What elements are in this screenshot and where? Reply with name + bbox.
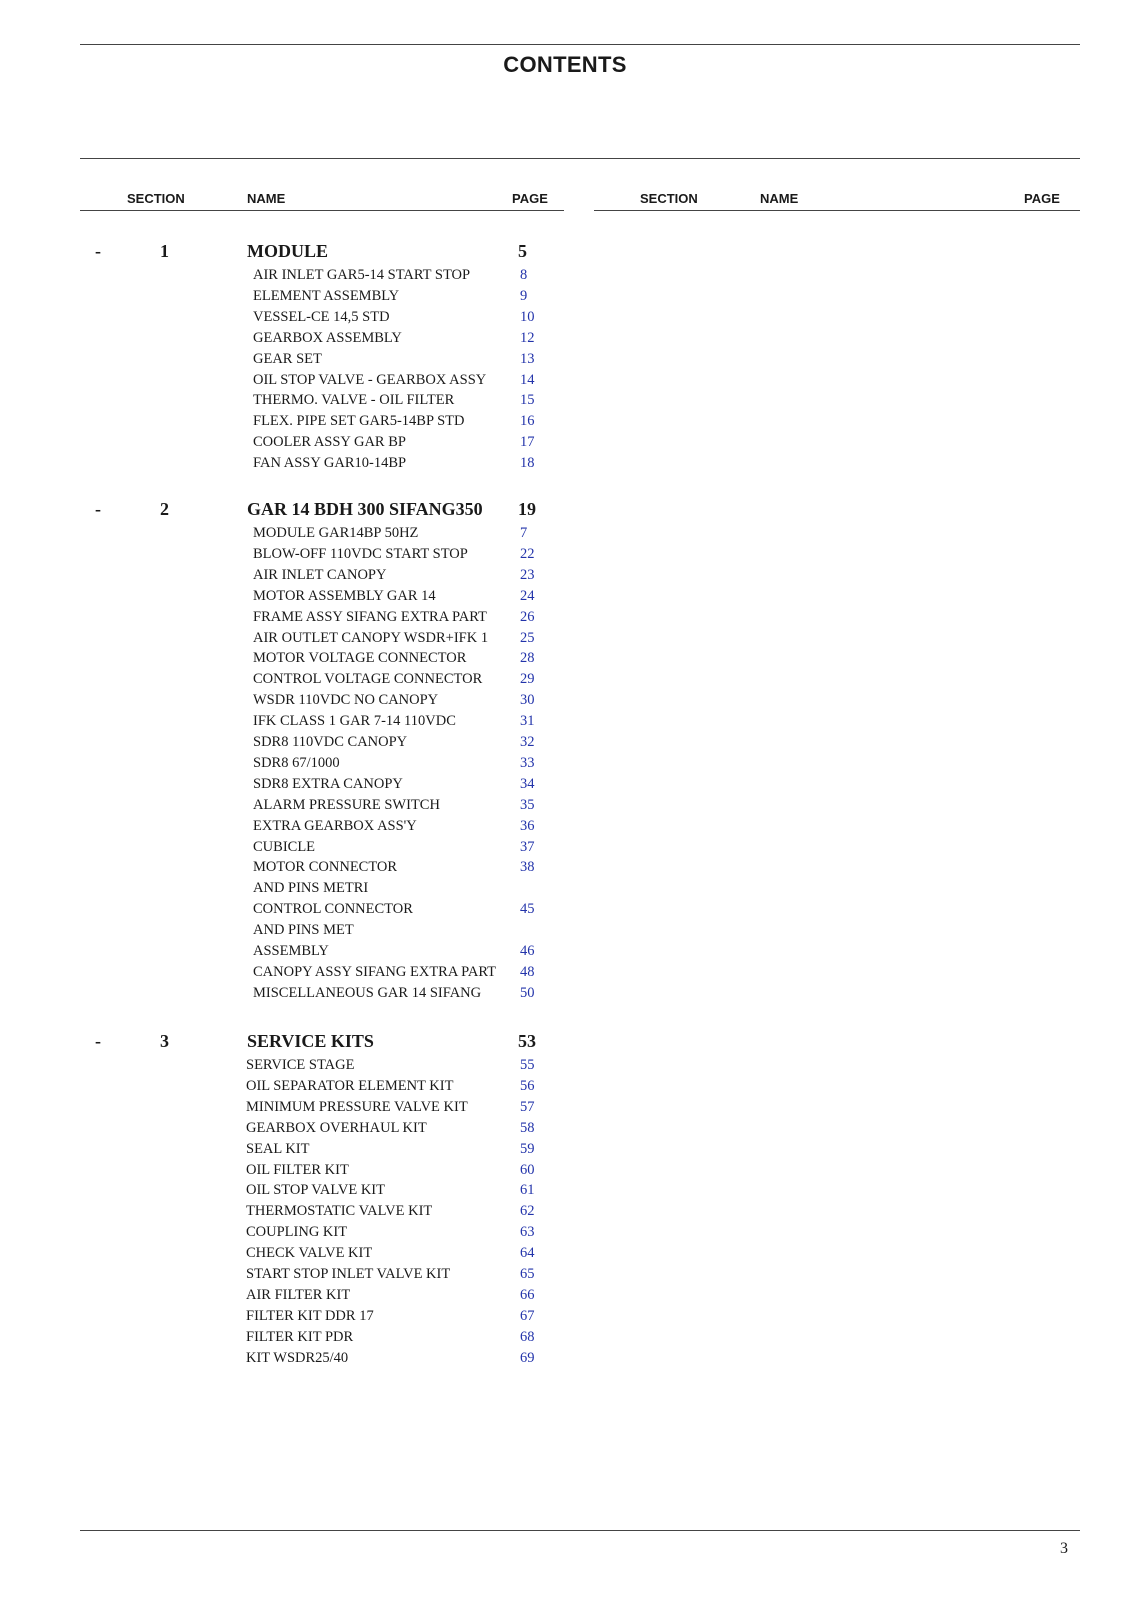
toc-item-page[interactable]: 64 xyxy=(520,1245,535,1262)
toc-item-page[interactable]: 34 xyxy=(520,775,535,792)
section-name: MODULE xyxy=(247,241,328,261)
toc-item-name: COUPLING KIT xyxy=(246,1224,348,1241)
toc-item-name: OIL STOP VALVE - GEARBOX ASSY xyxy=(253,371,487,388)
toc-item-page[interactable]: 59 xyxy=(520,1140,535,1157)
toc-item-page[interactable]: 69 xyxy=(520,1349,535,1366)
toc-item-page[interactable]: 36 xyxy=(520,817,535,834)
toc-item xyxy=(0,838,1130,859)
toc-item xyxy=(0,391,1130,412)
toc-item-name: SEAL KIT xyxy=(246,1140,310,1157)
toc-item xyxy=(0,921,1130,942)
toc-item-name: START STOP INLET VALVE KIT xyxy=(246,1266,451,1282)
toc-item xyxy=(0,1056,1130,1077)
page-title: CONTENTS xyxy=(503,52,627,77)
section-page: 53 xyxy=(518,1031,536,1051)
toc-item-name: MOTOR ASSEMBLY GAR 14 xyxy=(253,587,436,604)
toc-item xyxy=(0,371,1130,392)
toc-item-page[interactable]: 22 xyxy=(520,545,535,562)
toc-item xyxy=(0,545,1130,566)
toc-item xyxy=(0,1181,1130,1202)
toc-item-page[interactable]: 28 xyxy=(520,650,535,667)
toc-item xyxy=(0,266,1130,287)
toc-item-page[interactable]: 14 xyxy=(520,371,535,388)
toc-item-name: ELEMENT ASSEMBLY xyxy=(253,287,400,304)
toc-item-page[interactable]: 68 xyxy=(520,1328,535,1345)
toc-item-name: THERMOSTATIC VALVE KIT xyxy=(246,1203,433,1220)
toc-item-page[interactable]: 13 xyxy=(520,350,535,367)
toc-item-name: MODULE GAR14BP 50HZ xyxy=(253,525,419,541)
section-name: GAR 14 BDH 300 SIFANG350 xyxy=(247,499,483,519)
toc-item-name: IFK CLASS 1 GAR 7-14 110VDC xyxy=(253,713,456,730)
toc-item xyxy=(0,1307,1130,1328)
toc-item-page[interactable]: 32 xyxy=(520,734,535,750)
toc-item xyxy=(0,1098,1130,1119)
toc-item-page[interactable]: 31 xyxy=(520,713,535,730)
toc-item-name: GEAR SET xyxy=(253,350,322,367)
toc-item xyxy=(0,433,1130,454)
toc-item xyxy=(0,712,1130,733)
toc-item xyxy=(0,350,1130,371)
section-number: 2 xyxy=(160,499,169,519)
toc-item xyxy=(0,879,1130,900)
toc-item xyxy=(0,1244,1130,1265)
toc-item-page[interactable]: 17 xyxy=(520,434,535,451)
header-right-page: PAGE xyxy=(1024,191,1060,206)
toc-item-name: FILTER KIT DDR 17 xyxy=(246,1307,374,1324)
toc-item xyxy=(0,649,1130,670)
toc-item xyxy=(0,963,1130,984)
toc-item xyxy=(0,329,1130,350)
toc-item-name: CHECK VALVE KIT xyxy=(246,1245,373,1262)
toc-item-page[interactable]: 37 xyxy=(520,838,535,855)
toc-item xyxy=(0,1161,1130,1182)
toc-item-name: AIR INLET CANOPY xyxy=(253,566,387,583)
header-right-rule xyxy=(594,210,1080,211)
toc-item-name: AIR OUTLET CANOPY WSDR+IFK 1 xyxy=(253,629,489,646)
toc-item-page[interactable]: 66 xyxy=(520,1286,535,1303)
toc-item-name: OIL STOP VALVE KIT xyxy=(246,1182,385,1199)
section-number: 1 xyxy=(160,241,169,261)
toc-item-page[interactable]: 58 xyxy=(520,1119,535,1136)
toc-item-name: OIL SEPARATOR ELEMENT KIT xyxy=(246,1077,454,1094)
toc-item-name: FRAME ASSY SIFANG EXTRA PART xyxy=(253,608,487,625)
header-left-rule xyxy=(80,210,564,211)
toc-item-page[interactable]: 9 xyxy=(520,287,528,304)
toc-item-name: WSDR 110VDC NO CANOPY xyxy=(253,692,439,709)
title-bottom-rule xyxy=(80,158,1080,159)
toc-item xyxy=(0,608,1130,629)
toc-item xyxy=(0,287,1130,308)
toc-item xyxy=(0,412,1130,433)
toc-item-page[interactable]: 60 xyxy=(520,1161,535,1178)
toc-item-page[interactable]: 38 xyxy=(520,859,535,876)
toc-item-page[interactable]: 56 xyxy=(520,1077,535,1094)
toc-item-page[interactable]: 61 xyxy=(520,1182,535,1199)
section-page: 19 xyxy=(518,499,536,519)
section-dash: - xyxy=(95,241,101,261)
toc-item-page[interactable]: 65 xyxy=(520,1266,535,1282)
header-right-name: NAME xyxy=(760,191,799,206)
bottom-rule xyxy=(80,1530,1080,1531)
toc-item-name: CONTROL VOLTAGE CONNECTOR xyxy=(253,671,483,688)
toc-item-page[interactable]: 63 xyxy=(520,1224,535,1241)
toc-item xyxy=(0,1119,1130,1140)
toc-item xyxy=(0,587,1130,608)
toc-item-page[interactable]: 8 xyxy=(520,267,528,283)
toc-item-name: MOTOR CONNECTOR xyxy=(253,859,398,876)
toc-item-page[interactable]: 50 xyxy=(520,984,535,1001)
header-right-section: SECTION xyxy=(640,191,698,206)
toc-item-name: SDR8 110VDC CANOPY xyxy=(253,734,408,750)
toc-item-name: MISCELLANEOUS GAR 14 SIFANG xyxy=(253,984,482,1001)
toc-item-name: AIR INLET GAR5-14 START STOP xyxy=(253,267,471,283)
toc-item-page[interactable]: 48 xyxy=(520,963,535,980)
section-dash: - xyxy=(95,1031,101,1051)
toc-item-page[interactable]: 33 xyxy=(520,754,535,771)
top-rule xyxy=(80,44,1080,45)
toc-item xyxy=(0,796,1130,817)
toc-item-page[interactable]: 30 xyxy=(520,692,535,709)
toc-item-name: VESSEL-CE 14,5 STD xyxy=(253,308,390,325)
toc-item xyxy=(0,775,1130,796)
toc-item xyxy=(0,1349,1130,1370)
toc-item-name: SDR8 EXTRA CANOPY xyxy=(253,775,403,792)
toc-item-name: ASSEMBLY xyxy=(253,943,329,959)
toc-item-page[interactable]: 62 xyxy=(520,1203,535,1220)
toc-item-page[interactable]: 67 xyxy=(520,1307,535,1324)
toc-item-name: GEARBOX OVERHAUL KIT xyxy=(246,1119,427,1136)
toc-item-page[interactable]: 55 xyxy=(520,1057,535,1073)
toc-item-name: AND PINS MET xyxy=(253,922,354,939)
toc-item-name: FAN ASSY GAR10-14BP xyxy=(253,455,407,472)
toc-item xyxy=(0,900,1130,921)
header-left-section: SECTION xyxy=(127,191,185,206)
toc-item-page[interactable]: 16 xyxy=(520,413,535,430)
section-page: 5 xyxy=(518,241,527,261)
toc-item-name: FLEX. PIPE SET GAR5-14BP STD xyxy=(253,413,465,430)
toc-item-name: COOLER ASSY GAR BP xyxy=(253,434,406,451)
page-number: 3 xyxy=(1060,1540,1068,1557)
toc-item-page[interactable]: 18 xyxy=(520,455,535,472)
toc-item-page[interactable]: 7 xyxy=(520,525,528,541)
toc-item-name: SERVICE STAGE xyxy=(246,1057,355,1073)
toc-item xyxy=(0,984,1130,1005)
toc-item-page[interactable]: 12 xyxy=(520,329,535,346)
toc-item-page[interactable]: 23 xyxy=(520,566,535,583)
toc-item-name: OIL FILTER KIT xyxy=(246,1161,349,1178)
section-name: SERVICE KITS xyxy=(247,1031,374,1051)
toc-item xyxy=(0,733,1130,754)
toc-item-name: FILTER KIT PDR xyxy=(246,1328,354,1345)
toc-item xyxy=(0,1202,1130,1223)
toc-item-page[interactable]: 57 xyxy=(520,1098,535,1115)
toc-item-page[interactable]: 46 xyxy=(520,943,535,959)
toc-item-name: AIR FILTER KIT xyxy=(246,1286,351,1303)
toc-item-page[interactable]: 26 xyxy=(520,608,535,625)
toc-item-page[interactable]: 35 xyxy=(520,796,535,813)
toc-item xyxy=(0,817,1130,838)
toc-item xyxy=(0,942,1130,963)
toc-item-name: KIT WSDR25/40 xyxy=(246,1349,349,1366)
toc-item xyxy=(0,629,1130,650)
section-dash: - xyxy=(95,499,101,519)
toc-item-name: AND PINS METRI xyxy=(253,880,369,897)
toc-item-name: ALARM PRESSURE SWITCH xyxy=(253,796,440,813)
toc-item-name: MOTOR VOLTAGE CONNECTOR xyxy=(253,650,467,667)
toc-item xyxy=(0,1286,1130,1307)
toc-item xyxy=(0,670,1130,691)
toc-item xyxy=(0,1140,1130,1161)
section-number: 3 xyxy=(160,1031,169,1051)
toc-item-page[interactable]: 45 xyxy=(520,901,535,918)
toc-item xyxy=(0,691,1130,712)
toc-item-name: EXTRA GEARBOX ASS'Y xyxy=(253,817,417,834)
toc-item-page[interactable]: 29 xyxy=(520,671,535,688)
toc-item-name: CANOPY ASSY SIFANG EXTRA PART xyxy=(253,963,497,980)
toc-item xyxy=(0,754,1130,775)
toc-item-page[interactable]: 15 xyxy=(520,392,535,409)
toc-item-page[interactable]: 10 xyxy=(520,308,535,325)
toc-item-page[interactable]: 25 xyxy=(520,629,535,646)
toc-item xyxy=(0,1265,1130,1286)
toc-item xyxy=(0,454,1130,475)
toc-item-name: SDR8 67/1000 xyxy=(253,754,340,771)
header-left-page: PAGE xyxy=(512,191,548,206)
toc-item xyxy=(0,524,1130,545)
toc-item-name: THERMO. VALVE - OIL FILTER xyxy=(253,392,455,409)
toc-item xyxy=(0,1077,1130,1098)
toc-item xyxy=(0,1223,1130,1244)
toc-item-name: GEARBOX ASSEMBLY xyxy=(253,329,402,346)
toc-item xyxy=(0,566,1130,587)
toc-item-name: MINIMUM PRESSURE VALVE KIT xyxy=(246,1098,468,1115)
toc-item xyxy=(0,1328,1130,1349)
toc-item xyxy=(0,308,1130,329)
toc-item-name: CONTROL CONNECTOR xyxy=(253,901,413,918)
toc-item-name: BLOW-OFF 110VDC START STOP xyxy=(253,545,468,562)
toc-item-name: CUBICLE xyxy=(253,838,316,855)
header-left-name: NAME xyxy=(247,191,286,206)
toc-item-page[interactable]: 24 xyxy=(520,587,535,604)
toc-item xyxy=(0,858,1130,879)
